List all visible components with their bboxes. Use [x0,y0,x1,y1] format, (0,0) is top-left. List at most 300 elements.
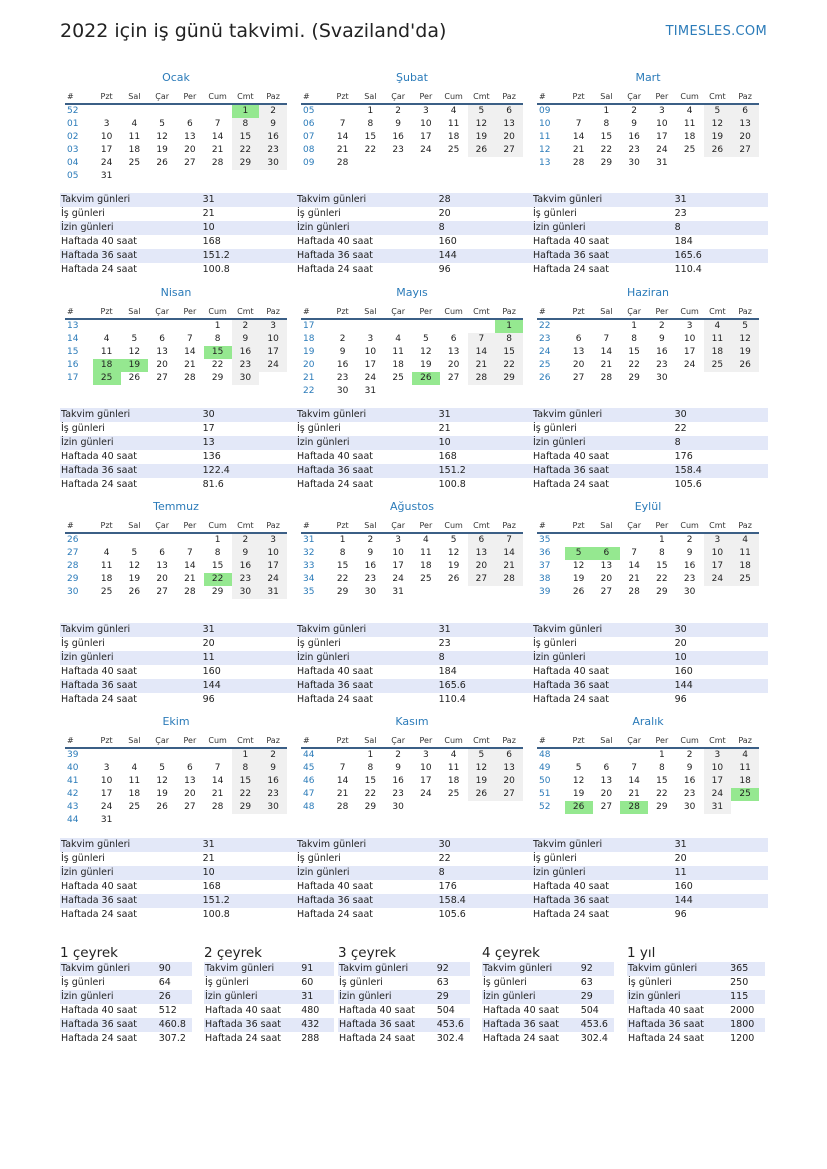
week-row [65,170,287,183]
stat-value: 29 [580,990,614,1004]
day-cell: 11 [420,548,432,558]
stat-value: 158.4 [674,464,768,478]
week-row [65,586,287,599]
stat-value: 168 [438,451,457,462]
stat-value: 23 [674,208,687,219]
stat-value: 96 [674,694,687,705]
stat-value: 8 [438,221,532,235]
weekday-header: Cum [676,519,704,533]
stat-label: İş günleri [533,638,577,649]
day-cell: 29 [656,587,668,597]
day-cell [495,586,523,599]
day-cell: 8 [214,334,221,344]
week-row [537,118,759,131]
week-number: 15 [67,347,79,357]
week-number: 01 [67,119,79,129]
period-summary [204,944,334,1046]
week-number: 50 [539,776,551,786]
stat-value: 22 [674,423,687,434]
stat-value: 168 [202,236,221,247]
day-cell: 12 [447,548,460,558]
month-stats [60,623,296,707]
day-cell: 15 [364,132,377,142]
stat-row [532,894,768,908]
stat-label: İş günleri [61,977,105,988]
day-cell: 19 [156,789,168,799]
stat-row [60,852,296,866]
day-cell: 20 [600,574,613,584]
stat-row [296,450,532,464]
month-name: Mayıs [396,286,428,299]
stat-value: 250 [730,977,749,988]
stat-label: Haftada 36 saat [296,894,438,908]
week-row [537,333,759,346]
day-cell: 10 [420,119,432,129]
stat-row [296,693,532,707]
stat-row [532,436,768,450]
day-cell: 13 [495,118,523,131]
day-cell [148,533,176,547]
day-cell: 19 [468,775,496,788]
stat-value: 480 [301,1005,320,1016]
day-cell: 9 [631,119,637,129]
day-cell: 31 [364,386,377,396]
stat-value: 96 [202,694,215,705]
day-cell: 26 [156,802,168,812]
day-cell: 18 [93,359,121,372]
day-cell: 7 [339,763,346,773]
stat-value: 1800 [729,1018,765,1032]
stat-row [532,880,768,894]
day-cell: 15 [232,131,260,144]
month-name: Haziran [626,286,670,299]
stat-value: 151.2 [202,894,296,908]
day-cell: 22 [600,145,613,155]
stat-row [296,221,532,235]
stat-label: İş günleri [61,853,105,864]
stat-label: Haftada 36 saat [60,679,202,693]
stat-value: 21 [202,853,215,864]
stat-value: 13 [202,436,296,450]
stat-row [204,990,334,1004]
day-cell: 1 [659,750,665,760]
stat-value: 144 [674,894,768,908]
day-cell [329,748,357,762]
day-cell: 7 [603,334,610,344]
stat-value: 168 [202,881,221,892]
stat-row [60,193,296,207]
day-cell [204,104,232,118]
day-cell: 25 [731,788,759,801]
day-cell: 4 [686,106,693,116]
stat-label: İş günleri [205,977,249,988]
month-grid [65,90,287,183]
day-cell: 12 [731,333,759,346]
stat-value: 105.6 [674,479,702,490]
day-cell: 9 [259,118,287,131]
day-cell [676,372,704,385]
stat-row [627,1032,765,1046]
stat-row [60,221,296,235]
day-cell: 24 [259,359,287,372]
stat-value: 31 [674,838,768,852]
day-cell: 14 [468,346,496,359]
stat-label: Haftada 24 saat [205,1033,281,1044]
day-cell: 21 [336,145,349,155]
weekday-header: Cmt [232,519,260,533]
week-number: 28 [67,561,79,571]
stat-row [627,1018,765,1032]
day-cell: 29 [364,802,377,812]
day-cell: 21 [184,360,196,370]
day-cell: 20 [468,560,496,573]
day-cell: 29 [336,587,349,597]
stat-label: İş günleri [628,977,672,988]
day-cell: 2 [232,319,260,333]
stat-row [60,623,296,637]
weekday-header: Paz [731,519,759,533]
day-cell: 30 [232,372,260,385]
day-cell: 31 [656,158,668,168]
day-cell: 3 [367,334,374,344]
month-grid [65,734,287,827]
weekday-header: Çar [384,734,412,748]
day-cell: 13 [156,561,168,571]
stat-value: 96 [674,909,687,920]
day-cell [259,170,287,183]
stat-label: Haftada 36 saat [60,249,202,263]
week-number: 29 [67,574,79,584]
day-cell: 12 [128,347,141,357]
month-stats [532,838,768,922]
day-cell [121,533,149,547]
day-cell: 8 [214,548,221,558]
weekday-header: Paz [259,519,287,533]
day-cell: 14 [495,547,523,560]
stat-label: İş günleri [297,208,341,219]
day-cell: 8 [339,548,346,558]
week-number: 45 [303,763,315,773]
day-cell: 4 [395,334,401,344]
month-stats [296,193,532,277]
stat-value: 81.6 [202,479,224,490]
weekday-header: Per [412,734,440,748]
day-cell: 29 [628,373,640,383]
day-cell: 29 [600,158,613,168]
day-cell [495,801,523,814]
day-cell: 29 [656,802,668,812]
month-stats [60,408,296,492]
week-number: 47 [303,789,315,799]
stat-label: Haftada 40 saat [61,451,137,462]
day-cell: 5 [575,763,582,773]
day-cell: 26 [447,574,460,584]
stat-row [60,894,296,908]
weekday-header: Cmt [232,734,260,748]
day-cell: 5 [468,748,496,762]
day-cell: 18 [128,789,141,799]
day-cell [565,104,593,118]
stat-label: Takvim günleri [532,193,674,207]
day-cell: 23 [656,360,668,370]
day-cell: 6 [731,104,759,118]
weekday-header: Cum [676,305,704,319]
day-cell: 27 [600,587,613,597]
stat-value: 60 [301,977,314,988]
stat-label: İş günleri [533,853,577,864]
day-cell [148,748,176,762]
stat-label: İş günleri [297,638,341,649]
day-cell [259,814,287,827]
day-cell: 18 [128,145,141,155]
day-cell: 18 [420,561,432,571]
week-number: 26 [539,373,551,383]
week-row [301,359,523,372]
day-cell [495,385,523,398]
day-cell: 2 [659,321,665,331]
day-cell: 18 [704,346,732,359]
stat-row [296,637,532,651]
stat-value: 158.4 [438,894,532,908]
weekday-header: Per [176,734,204,748]
week-row [65,359,287,372]
stat-value: 30 [438,838,532,852]
day-cell [148,814,176,827]
day-cell [204,814,232,827]
day-cell: 18 [683,132,696,142]
day-cell [384,319,412,333]
day-cell [232,170,260,183]
weekday-header: Pzt [93,305,121,319]
week-number: 38 [539,574,551,584]
day-cell: 6 [159,548,165,558]
day-cell: 6 [159,334,165,344]
day-cell: 1 [603,106,610,116]
stat-value: 432 [300,1018,334,1032]
stat-label: İzin günleri [60,866,202,880]
day-cell: 7 [214,763,221,773]
day-cell: 26 [128,587,141,597]
day-cell: 17 [704,775,732,788]
week-number-header: # [65,519,93,533]
stat-label: İş günleri [297,853,341,864]
day-cell: 16 [232,346,260,359]
stat-value: 21 [202,208,215,219]
stat-row [60,478,296,492]
stat-value: 160 [674,881,693,892]
stat-label: İzin günleri [532,436,674,450]
day-cell: 26 [572,587,585,597]
week-number: 03 [67,145,79,155]
stat-label: Haftada 24 saat [61,264,137,275]
day-cell: 2 [259,748,287,762]
stat-value: 96 [438,264,451,275]
stat-value: 63 [436,977,449,988]
stat-row [204,1032,334,1046]
stat-row [296,478,532,492]
day-cell: 11 [447,763,460,773]
stat-value: 91 [300,962,334,976]
stat-row [532,852,768,866]
day-cell [412,586,440,599]
day-cell [495,157,523,170]
month-stats [60,193,296,277]
month-name: Ocak [162,71,190,84]
week-row [537,586,759,599]
day-cell: 30 [336,386,349,396]
day-cell: 16 [392,776,404,786]
week-number: 02 [67,132,79,142]
weekday-header: Sal [357,734,385,748]
stat-row [60,422,296,436]
stat-row [296,235,532,249]
stat-row [296,436,532,450]
stat-value: 31 [674,193,768,207]
stat-label: Haftada 40 saat [297,666,373,677]
month-calendar [301,71,523,170]
day-cell: 29 [211,373,224,383]
week-row [301,560,523,573]
stat-label: Haftada 36 saat [296,464,438,478]
month-stats [532,193,768,277]
stat-row [627,1004,765,1018]
month-grid [537,734,759,814]
day-cell: 24 [683,360,696,370]
week-row [537,346,759,359]
stat-label: Haftada 36 saat [532,894,674,908]
stat-row [532,249,768,263]
week-number: 39 [67,750,79,760]
stat-row [60,1018,192,1032]
day-cell: 23 [232,359,260,372]
day-cell: 4 [731,748,759,762]
week-number: 22 [303,386,315,396]
day-cell [384,157,412,170]
week-number: 21 [303,373,315,383]
day-cell [412,319,440,333]
day-cell: 25 [447,145,460,155]
weekday-header: Paz [731,305,759,319]
stat-label: Takvim günleri [338,962,436,976]
stat-label: Takvim günleri [60,962,158,976]
day-cell: 1 [232,748,260,762]
day-cell: 18 [392,360,404,370]
day-cell: 3 [395,535,401,545]
weekday-header: Cmt [704,519,732,533]
day-cell: 18 [731,560,759,573]
weekday-header: Cum [440,305,468,319]
day-cell: 11 [392,347,404,357]
month-name: Şubat [396,71,428,84]
weekday-header: Per [412,305,440,319]
stat-row [532,623,768,637]
month-grid [301,519,523,599]
month-calendar [537,715,759,814]
week-row [537,131,759,144]
week-number: 49 [539,763,551,773]
stat-label: Haftada 40 saat [61,666,137,677]
stat-label: İzin günleri [296,436,438,450]
stat-value: 11 [674,866,768,880]
week-number-header: # [537,734,565,748]
week-row [65,372,287,385]
day-cell: 11 [447,119,460,129]
day-cell: 3 [686,321,693,331]
stat-value: 115 [729,990,765,1004]
day-cell: 2 [395,106,401,116]
day-cell: 5 [159,119,165,129]
day-cell: 16 [628,132,640,142]
weekday-header: Cum [676,90,704,104]
day-cell [704,586,732,599]
day-cell: 3 [704,533,732,547]
week-number: 25 [539,360,551,370]
stat-row [338,1018,470,1032]
stat-row [296,207,532,221]
week-number: 51 [539,789,551,799]
stat-value: 31 [300,990,334,1004]
week-row [301,748,523,762]
weekday-header: Sal [357,90,385,104]
week-number: 35 [303,587,315,597]
day-cell: 5 [450,535,457,545]
stat-label: Haftada 36 saat [532,679,674,693]
day-cell: 4 [423,535,429,545]
stat-label: İş günleri [533,423,577,434]
stat-row [482,990,614,1004]
stat-row [60,1032,192,1046]
stat-label: Haftada 24 saat [339,1033,415,1044]
day-cell [440,801,468,814]
stat-value: 30 [674,408,768,422]
day-cell: 5 [131,334,138,344]
stat-label: İzin günleri [60,436,202,450]
period-summary [60,944,192,1046]
weekday-header: Cum [204,519,232,533]
day-cell: 10 [100,132,113,142]
weekday-header: Cmt [468,519,496,533]
weekday-header: Çar [620,305,648,319]
stat-value: 144 [202,679,296,693]
day-cell: 21 [572,145,585,155]
day-cell: 30 [683,802,696,812]
week-number: 40 [67,763,79,773]
day-cell [329,319,357,333]
day-cell: 19 [128,574,141,584]
day-cell: 11 [100,561,113,571]
stat-row [296,838,532,852]
brand-link[interactable]: TIMESLES.COM [665,24,767,39]
stat-label: İzin günleri [532,866,674,880]
stat-label: Haftada 36 saat [482,1018,580,1032]
day-cell: 1 [631,321,637,331]
day-cell: 13 [731,118,759,131]
stat-value: 10 [202,221,296,235]
weekday-header: Sal [357,305,385,319]
day-cell: 19 [156,145,168,155]
stat-label: Takvim günleri [296,408,438,422]
stat-value: 31 [202,838,296,852]
stat-row [627,990,765,1004]
stat-label: Haftada 40 saat [533,666,609,677]
day-cell: 26 [412,372,440,385]
day-cell: 10 [656,119,668,129]
stat-label: Haftada 40 saat [205,1005,281,1016]
day-cell: 28 [184,587,196,597]
day-cell: 13 [184,132,196,142]
week-row [65,547,287,560]
day-cell: 28 [336,802,349,812]
